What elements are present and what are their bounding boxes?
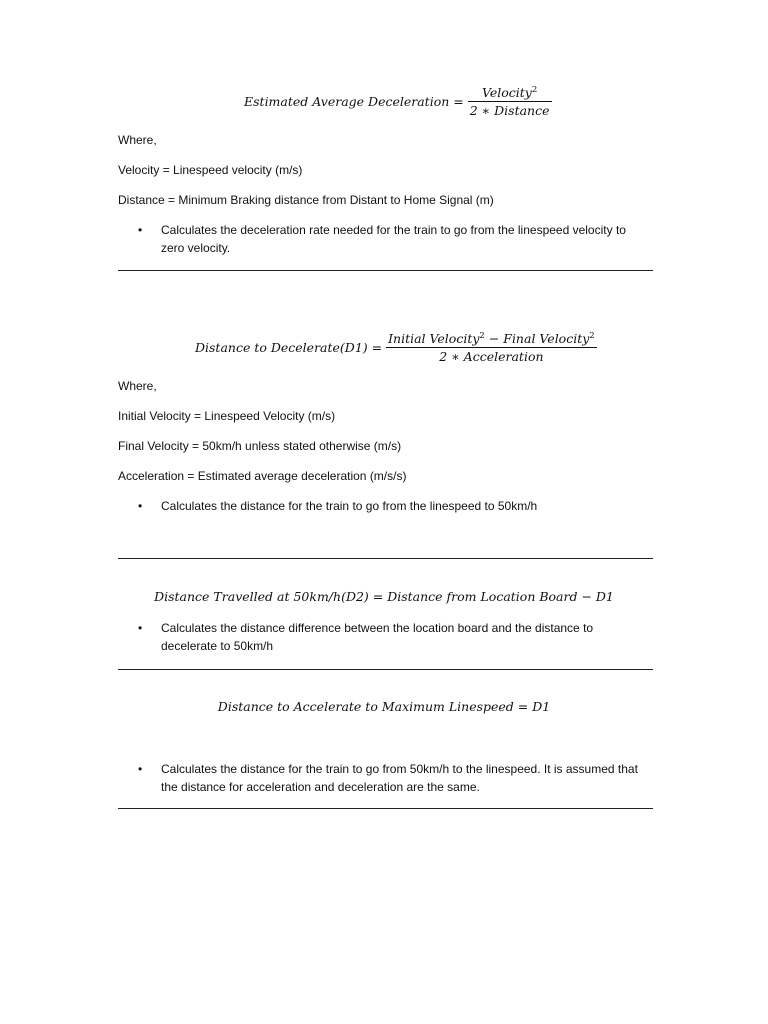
formula-lhs: Estimated Average Deceleration =	[244, 94, 464, 109]
bullet-glyph: •	[138, 621, 143, 635]
numerator-operator: −	[484, 331, 504, 346]
numerator-exponent: 2	[531, 84, 538, 95]
bullet-glyph: •	[138, 223, 143, 237]
formula-fraction	[468, 85, 552, 118]
bullet-glyph: •	[138, 762, 143, 776]
formula-distance-to-accelerate: Distance to Accelerate to Maximum Linespeed = D1	[217, 699, 551, 714]
section-divider	[118, 669, 653, 670]
numerator-base: Velocity	[481, 85, 532, 100]
formula-numerator	[480, 85, 539, 101]
definition-initial-velocity: Initial Velocity = Linespeed Velocity (m/s)	[118, 409, 336, 423]
section-divider	[118, 808, 653, 809]
numerator-term-b: Final Velocity	[503, 331, 590, 346]
definition-velocity: Velocity = Linespeed velocity (m/s)	[118, 163, 303, 177]
bullet-text: Calculates the distance for the train to go from the linespeed to 50km/h	[161, 499, 538, 513]
definition-distance: Distance = Minimum Braking distance from Distant to Home Signal (m)	[118, 193, 494, 207]
numerator-exponent-b: 2	[589, 330, 595, 341]
bullet-glyph: •	[138, 499, 143, 513]
formula-denominator: 2 ∗ Distance	[469, 103, 550, 118]
formula-fraction	[386, 331, 597, 364]
formula-lhs: Distance to Decelerate(D1) =	[195, 340, 383, 355]
numerator-exponent-a: 2	[479, 330, 485, 341]
section-divider	[118, 270, 653, 271]
formula-denominator: 2 ∗ Acceleration	[439, 349, 544, 364]
bullet-text: Calculates the distance for the train to go from 50km/h to the linespeed. It is assumed that the distance for acceleration and deceleration are the same.	[161, 762, 638, 794]
where-label: Where,	[118, 133, 157, 147]
definition-acceleration: Acceleration = Estimated average deceleration (m/s/s)	[118, 469, 407, 483]
formula-numerator	[386, 331, 597, 347]
section-divider	[118, 558, 653, 559]
bullet-text: Calculates the deceleration rate needed for the train to go from the linespeed velocity to zero velocity.	[161, 223, 626, 255]
definition-final-velocity: Final Velocity = 50km/h unless stated otherwise (m/s)	[118, 439, 402, 453]
formula-estimated-deceleration	[244, 85, 552, 118]
formula-distance-to-decelerate	[195, 331, 597, 364]
formula-distance-travelled: Distance Travelled at 50km/h(D2) = Distance from Location Board − D1	[154, 589, 614, 604]
where-label: Where,	[118, 379, 157, 393]
numerator-term-a: Initial Velocity	[388, 331, 480, 346]
bullet-text: Calculates the distance difference between the location board and the distance to decelerate to 50km/h	[161, 621, 594, 653]
